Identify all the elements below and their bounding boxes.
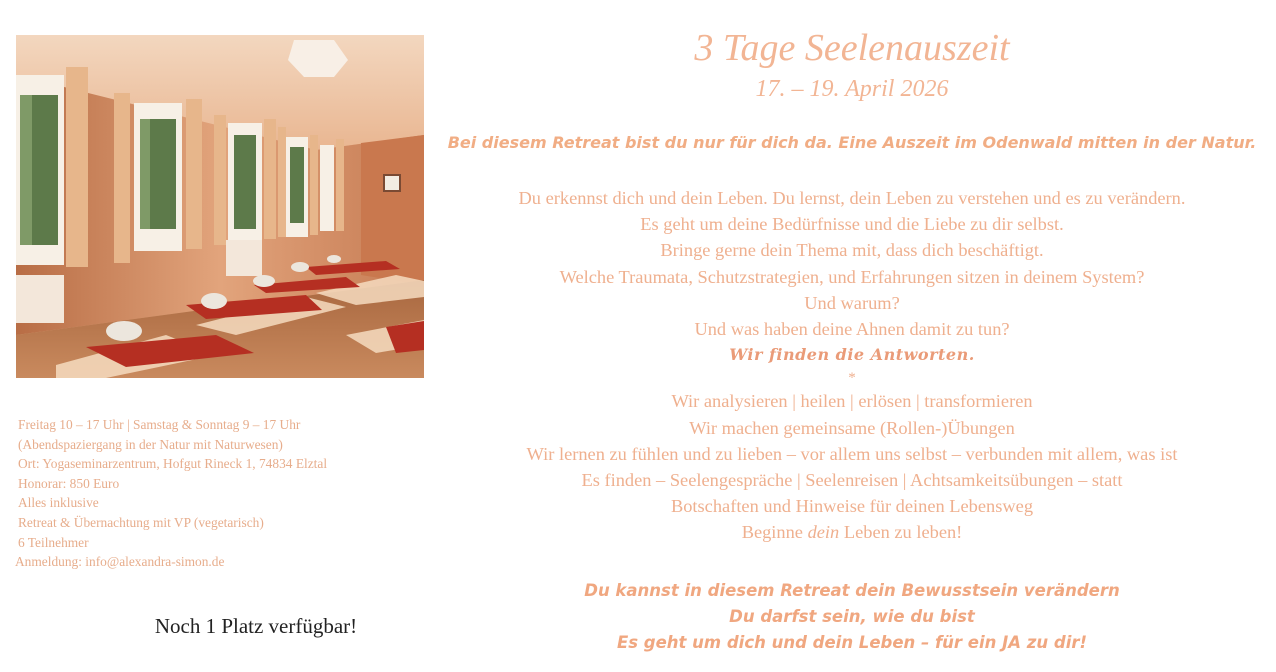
separator: * (848, 370, 856, 387)
body-line: Und warum? (804, 292, 900, 313)
body-line: Bringe gerne dein Thema mit, dass dich beschäftigt. (660, 240, 1044, 261)
body-line: Und was haben deine Ahnen damit zu tun? (694, 319, 1010, 340)
body-line: Wir machen gemeinsame (Rollen-)Übungen (689, 417, 1015, 438)
begin-line (436, 519, 1268, 545)
page-title: 3 Tage Seelenauszeit (694, 27, 1010, 69)
begin-post: Leben zu leben! (839, 522, 963, 543)
body-line: Welche Traumata, Schutzstrategien, und Erfahrungen sitzen in deinem System? (559, 266, 1145, 287)
body-line: Es geht um deine Bedürfnisse und die Liebe zu dir selbst. (640, 214, 1064, 235)
info-line-registration: Anmeldung: info@alexandra-simon.de (15, 554, 225, 570)
body-line: Wir analysieren | heilen | erlösen | transformieren (671, 391, 1033, 412)
intro-text: Bei diesem Retreat bist du nur für dich da. Eine Auszeit im Odenwald mitten in der Natur. (447, 133, 1257, 152)
info-line-fee: Honorar: 850 Euro (18, 475, 120, 491)
body-line: Du erkennst dich und dein Leben. Du lernst, dein Leben zu verstehen und es zu verändern. (518, 188, 1186, 208)
event-info (15, 415, 448, 572)
body-line: Botschaften und Hinweise für deinen Lebensweg (670, 496, 1034, 517)
yoga-room-photo (16, 35, 424, 378)
begin-pre: Beginne (741, 522, 808, 543)
body-line: Wir lernen zu fühlen und zu lieben – vor allem uns selbst – verbunden mit allem, was ist (526, 443, 1178, 464)
info-line-participants: 6 Teilnehmer (18, 534, 89, 550)
info-line-walk: (Abendspaziergang in der Natur mit Naturwesen) (18, 436, 283, 452)
info-line-schedule: Freitag 10 – 17 Uhr | Samstag & Sonntag 9 – 17 Uhr (18, 417, 301, 432)
description-body (436, 185, 1268, 546)
closing-line: Du kannst in diesem Retreat dein Bewusstsein verändern (584, 581, 1120, 600)
emphasis-line: Wir finden die Antworten. (729, 345, 975, 365)
closing-line: Du darfst sein, wie du bist (729, 607, 975, 626)
info-line-location: Ort: Yogaseminarzentrum, Hofgut Rineck 1, 74834 Elztal (18, 456, 328, 472)
event-dates: 17. – 19. April 2026 (755, 76, 949, 102)
begin-emphasis: dein (807, 522, 840, 543)
availability-notice: Noch 1 Platz verfügbar! (154, 614, 358, 638)
closing-line: Es geht um dich und dein Leben – für ein JA zu dir! (616, 633, 1088, 652)
info-line-inclusive: Alles inklusive (18, 495, 99, 511)
body-line: Es finden – Seelengespräche | Seelenreisen | Achtsamkeitsübungen – statt (581, 470, 1123, 491)
info-line-accommodation: Retreat & Übernachtung mit VP (vegetarisch) (18, 514, 264, 530)
closing-text (436, 578, 1268, 656)
